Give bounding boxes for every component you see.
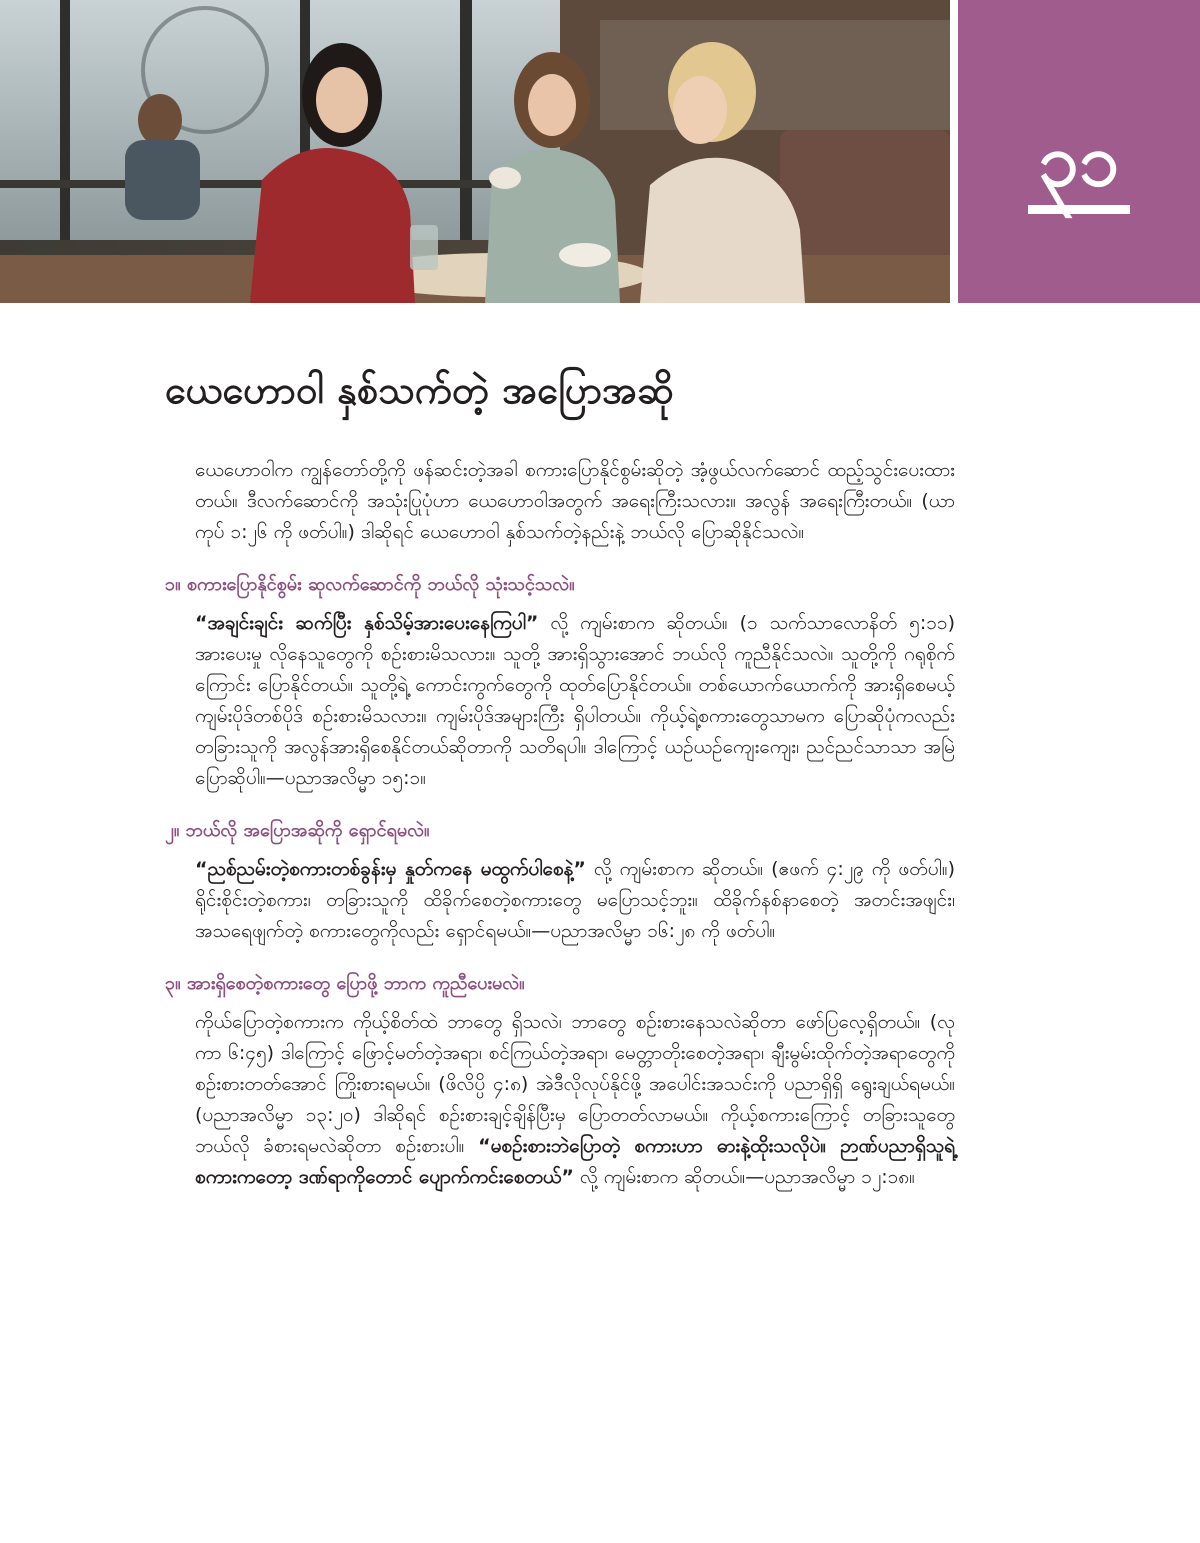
section-2-body: လို့ ကျမ်းစာက ဆိုတယ်။ (ဧဖက် ၄:၂၉ ကို ဖတ်ပါ။) ရိုင်းစိုင်းတဲ့စကား၊ တခြားသူကို ထိခိုက်စေတဲ့စကားတွေ မပြောသင့်ဘူး။ ထိခိုက်နစ်နာစေတဲ့ အတင်းအဖျင်း၊ အသရေဖျက်တဲ့ စကားတွေကိုလည်း ရှောင်ရမယ်။—ပညာအလိမ္မာ ၁၆:၂၈ ကို ဖတ်ပါ။ — [195, 858, 956, 942]
page-title: ယေဟောဝါ နှစ်သက်တဲ့ အပြောအဆို — [165, 368, 674, 412]
section-3-body: ကိုယ်ပြောတဲ့စကားက ကိုယ့်စိတ်ထဲ ဘာတွေ ရှိသလဲ၊ ဘာတွေ စဉ်းစားနေသလဲဆိုတာ ဖော်ပြလေ့ရှိတယ်။ (လုကာ ၆:၄၅) ဒါကြောင့် ဖြောင့်မတ်တဲ့အရာ၊ စင်ကြယ်တဲ့အရာ၊ မေတ္တာတိုးစေတဲ့အရာ၊ ချီးမွမ်းထိုက်တဲ့အရာတွေကို စဉ်းစားတတ်အောင် ကြိုးစားရမယ်။ (ဖိလိပ္ပိ ၄:၈) အဲဒီလိုလုပ်နိုင်ဖို့ အပေါင်းအသင်းကို ပညာရှိရှိ ရွေးချယ်ရမယ်။ (ပညာအလိမ္မာ ၁၃:၂၀) ဒါဆိုရင် စဉ်းစားချင့်ချိန်ပြီးမှ ပြောတတ်လာမယ်။ ကိုယ့်စကားကြောင့် တခြားသူတွေ ဘယ်လို ခံစားရမလဲဆိုတာ စဉ်းစားပါ။ — [195, 1011, 955, 1157]
section-2-question: ၂။ ဘယ်လို အပြောအဆိုကို ရှောင်ရမလဲ။ — [165, 820, 430, 841]
section-1-paragraph — [195, 608, 955, 794]
chapter-number-block — [958, 0, 1200, 303]
section-2-paragraph — [195, 854, 955, 947]
hero-photo — [0, 0, 950, 303]
section-1-quote: “အချင်းချင်း ဆက်ပြီး နှစ်သိမ့်အားပေးနေကြပါ” — [195, 612, 539, 634]
section-1-body: လို့ ကျမ်းစာက ဆိုတယ်။ (၁ သက်သာလောနိတ် ၅:၁၁) အားပေးမှု လိုနေသူတွေကို စဉ်းစားမိသလား။ သူတို့ အားရှိသွားအောင် ဘယ်လို ကူညီနိုင်သလဲ။ သူတို့ကို ဂရုစိုက်ကြောင်း ပြောနိုင်တယ်။ သူတို့ရဲ့ ကောင်းကွက်တွေကို ထုတ်ပြောနိုင်တယ်။ တစ်ယောက်ယောက်ကို အားရှိစေမယ့် ကျမ်းပိုဒ်တစ်ပိုဒ် စဉ်းစားမိသလား။ ကျမ်းပိုဒ်အများကြီး ရှိပါတယ်။ ကိုယ့်ရဲ့စကားတွေသာမက ပြောဆိုပုံကလည်း တခြားသူကို အလွန်အားရှိစေနိုင်တယ်ဆိုတာကို သတိရပါ။ ဒါကြောင့် ယဉ်ယဉ်ကျေးကျေး၊ ညင်ညင်သာသာ အမြဲပြောဆိုပါ။—ပညာအလိမ္မာ ၁၅:၁။ — [195, 612, 956, 789]
section-1-question: ၁။ စကားပြောနိုင်စွမ်း ဆုလက်ဆောင်ကို ဘယ်လို သုံးသင့်သလဲ။ — [165, 574, 575, 595]
chapter-number: ၃၁ — [1038, 118, 1120, 202]
cafe-scene-illustration — [0, 0, 950, 303]
section-3-question: ၃။ အားရှိစေတဲ့စကားတွေ ပြောဖို့ ဘာက ကူညီပေးမလဲ။ — [165, 973, 525, 994]
section-2-quote: “ညစ်ညမ်းတဲ့စကားတစ်ခွန်းမှ နှုတ်ကနေ မထွက်ပါစေနဲ့” — [195, 858, 586, 880]
section-3-paragraph — [195, 1007, 955, 1193]
section-3-body-end: လို့ ကျမ်းစာက ဆိုတယ်။—ပညာအလိမ္မာ ၁၂:၁၈။ — [573, 1166, 915, 1188]
chapter-number-underline — [1028, 205, 1130, 214]
intro-paragraph: ယေဟောဝါက ကျွန်တော်တို့ကို ဖန်ဆင်းတဲ့အခါ စကားပြောနိုင်စွမ်းဆိုတဲ့ အံ့ဖွယ်လက်ဆောင် ထည့်သွင်းပေးထားတယ်။ ဒီလက်ဆောင်ကို အသုံးပြုပုံဟာ ယေဟောဝါအတွက် အရေးကြီးသလား။ အလွန် အရေးကြီးတယ်။ (ယာကုပ် ၁:၂၆ ကို ဖတ်ပါ။) ဒါဆိုရင် ယေဟောဝါ နှစ်သက်တဲ့နည်းနဲ့ ဘယ်လို ပြောဆိုနိုင်သလဲ။ — [195, 459, 955, 543]
section-3-quote: “မစဉ်းစားဘဲပြောတဲ့ စကားဟာ ဓားနဲ့ထိုးသလိုပဲ။ ဉာဏ်ပညာရှိသူရဲ့ စကားကတော့ ဒဏ်ရာကိုတောင် ပျောက်ကင်းစေတယ်” — [195, 1135, 956, 1188]
article-body — [165, 455, 955, 1215]
